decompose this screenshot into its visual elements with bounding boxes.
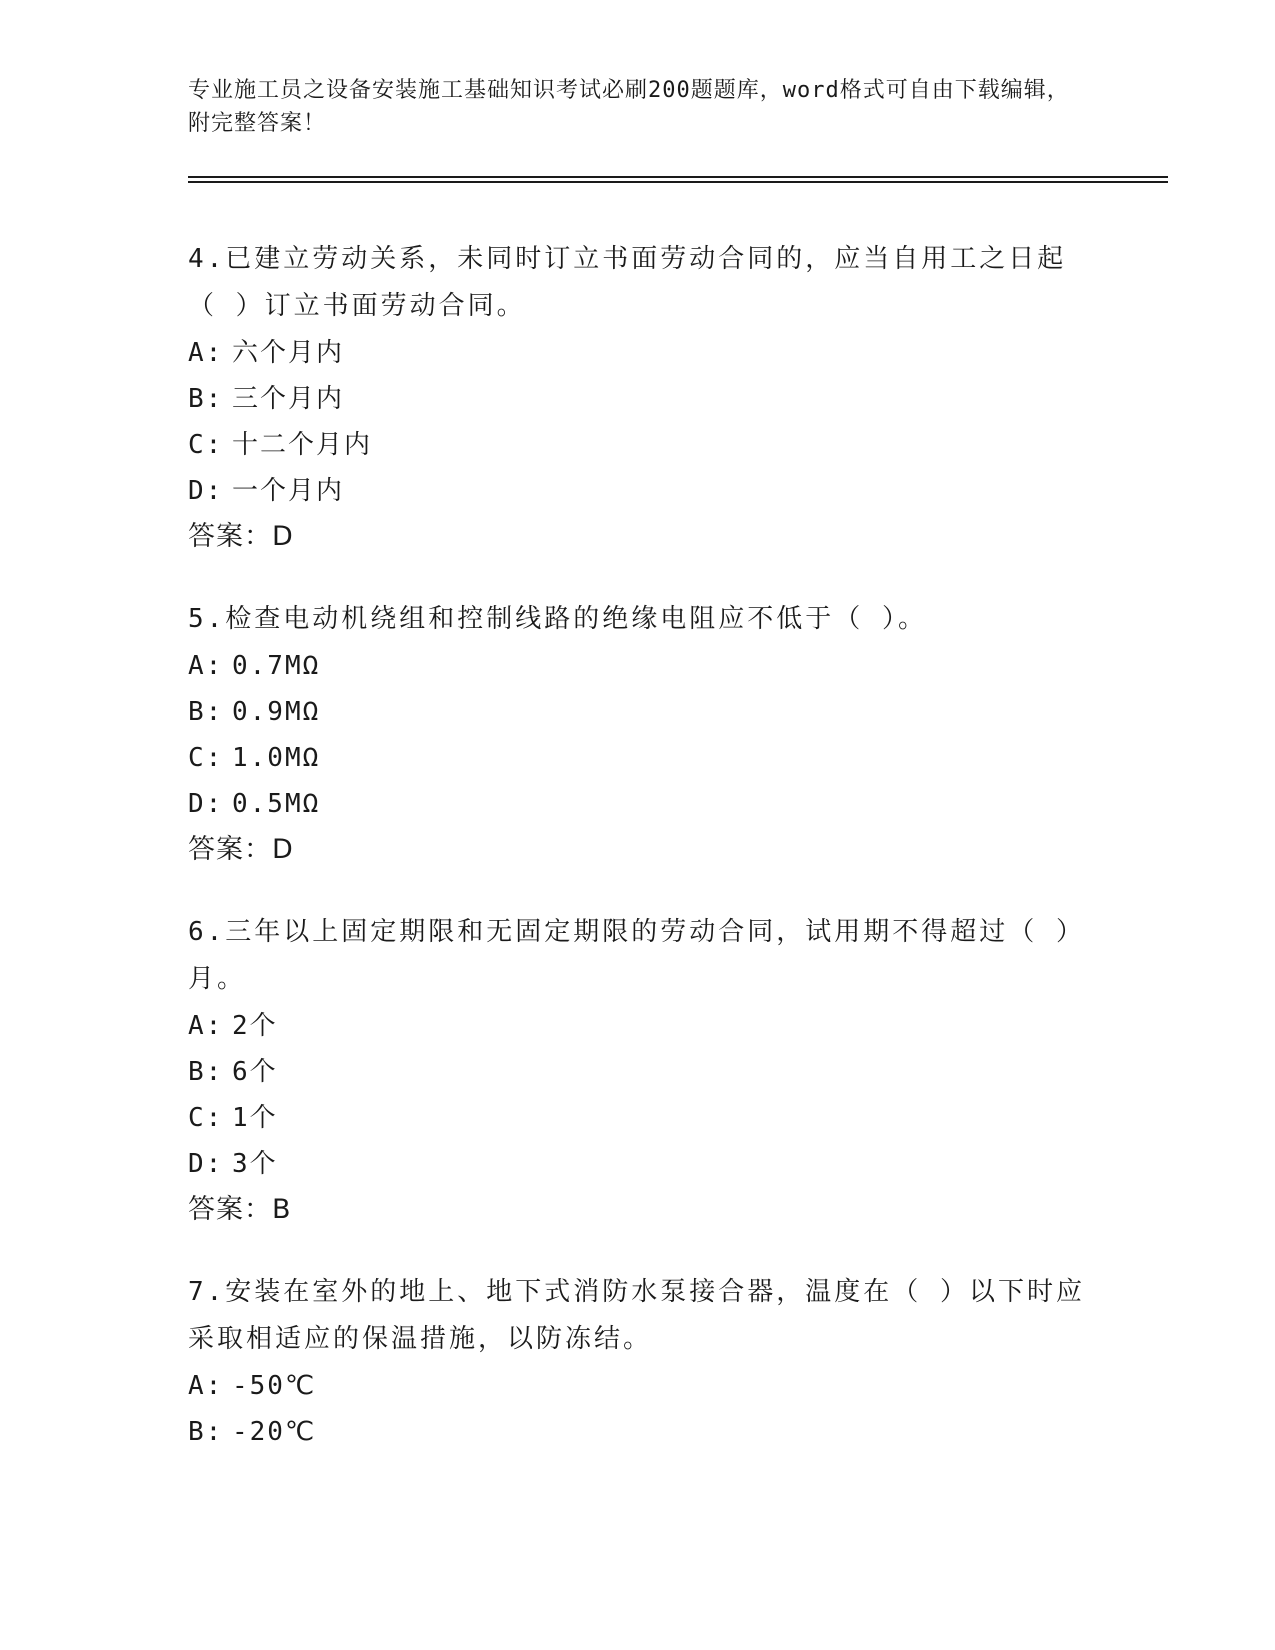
option-text: 6个 — [232, 1057, 278, 1087]
option-letter: D: — [188, 789, 224, 819]
answer-line: 答案：D — [188, 834, 294, 865]
question-stem: 5.检查电动机绕组和控制线路的绝缘电阻应不低于（ ）。 — [188, 604, 927, 634]
option-text: 3个 — [232, 1149, 278, 1179]
option-letter: A: — [188, 1011, 224, 1041]
question-5 — [188, 596, 1088, 873]
option-text: -20℃ — [232, 1417, 317, 1447]
question-stem: 6.三年以上固定期限和无固定期限的劳动合同，试用期不得超过（ ）月。 — [188, 917, 1085, 994]
option-b — [188, 376, 1088, 422]
option-letter: B: — [188, 1057, 224, 1087]
option-d — [188, 468, 1088, 514]
option-letter: B: — [188, 697, 224, 727]
option-letter: D: — [188, 1149, 224, 1179]
option-text: 三个月内 — [232, 384, 345, 414]
option-text: 0.5MΩ — [232, 789, 321, 819]
option-text: 六个月内 — [232, 338, 345, 368]
option-letter: C: — [188, 430, 224, 460]
option-text: 2个 — [232, 1011, 278, 1041]
option-letter: A: — [188, 1371, 224, 1401]
question-6 — [188, 909, 1088, 1233]
option-c — [188, 735, 1088, 781]
option-letter: D: — [188, 476, 224, 506]
option-c — [188, 422, 1088, 468]
option-letter: B: — [188, 384, 224, 414]
question-stem: 7.安装在室外的地上、地下式消防水泵接合器，温度在（ ）以下时应采取相适应的保温措施，以防冻结。 — [188, 1277, 1085, 1354]
answer-line: 答案：D — [188, 521, 294, 552]
header-divider-bottom — [188, 181, 1168, 183]
option-d — [188, 781, 1088, 827]
option-letter: B: — [188, 1417, 224, 1447]
question-stem: 4.已建立劳动关系，未同时订立书面劳动合同的，应当自用工之日起（ ）订立书面劳动合同。 — [188, 244, 1067, 321]
header-divider-top — [188, 176, 1168, 178]
option-letter: C: — [188, 743, 224, 773]
option-text: 0.7MΩ — [232, 651, 321, 681]
option-text: 1.0MΩ — [232, 743, 321, 773]
document-header: 专业施工员之设备安装施工基础知识考试必刷200题题库，word格式可自由下载编辑，附完整答案！ — [188, 78, 1070, 136]
option-a — [188, 643, 1088, 689]
question-list — [188, 236, 1088, 1491]
option-text: 一个月内 — [232, 476, 345, 506]
option-a — [188, 1363, 1088, 1409]
answer-line: 答案：B — [188, 1194, 292, 1225]
option-c — [188, 1095, 1088, 1141]
option-letter: C: — [188, 1103, 224, 1133]
option-text: -50℃ — [232, 1371, 317, 1401]
question-7 — [188, 1269, 1088, 1455]
option-b — [188, 1409, 1088, 1455]
option-a — [188, 330, 1088, 376]
option-text: 1个 — [232, 1103, 278, 1133]
option-b — [188, 689, 1088, 735]
option-b — [188, 1049, 1088, 1095]
option-d — [188, 1141, 1088, 1187]
question-4 — [188, 236, 1088, 560]
option-letter: A: — [188, 651, 224, 681]
option-text: 0.9MΩ — [232, 697, 321, 727]
option-text: 十二个月内 — [232, 430, 373, 460]
option-a — [188, 1003, 1088, 1049]
option-letter: A: — [188, 338, 224, 368]
